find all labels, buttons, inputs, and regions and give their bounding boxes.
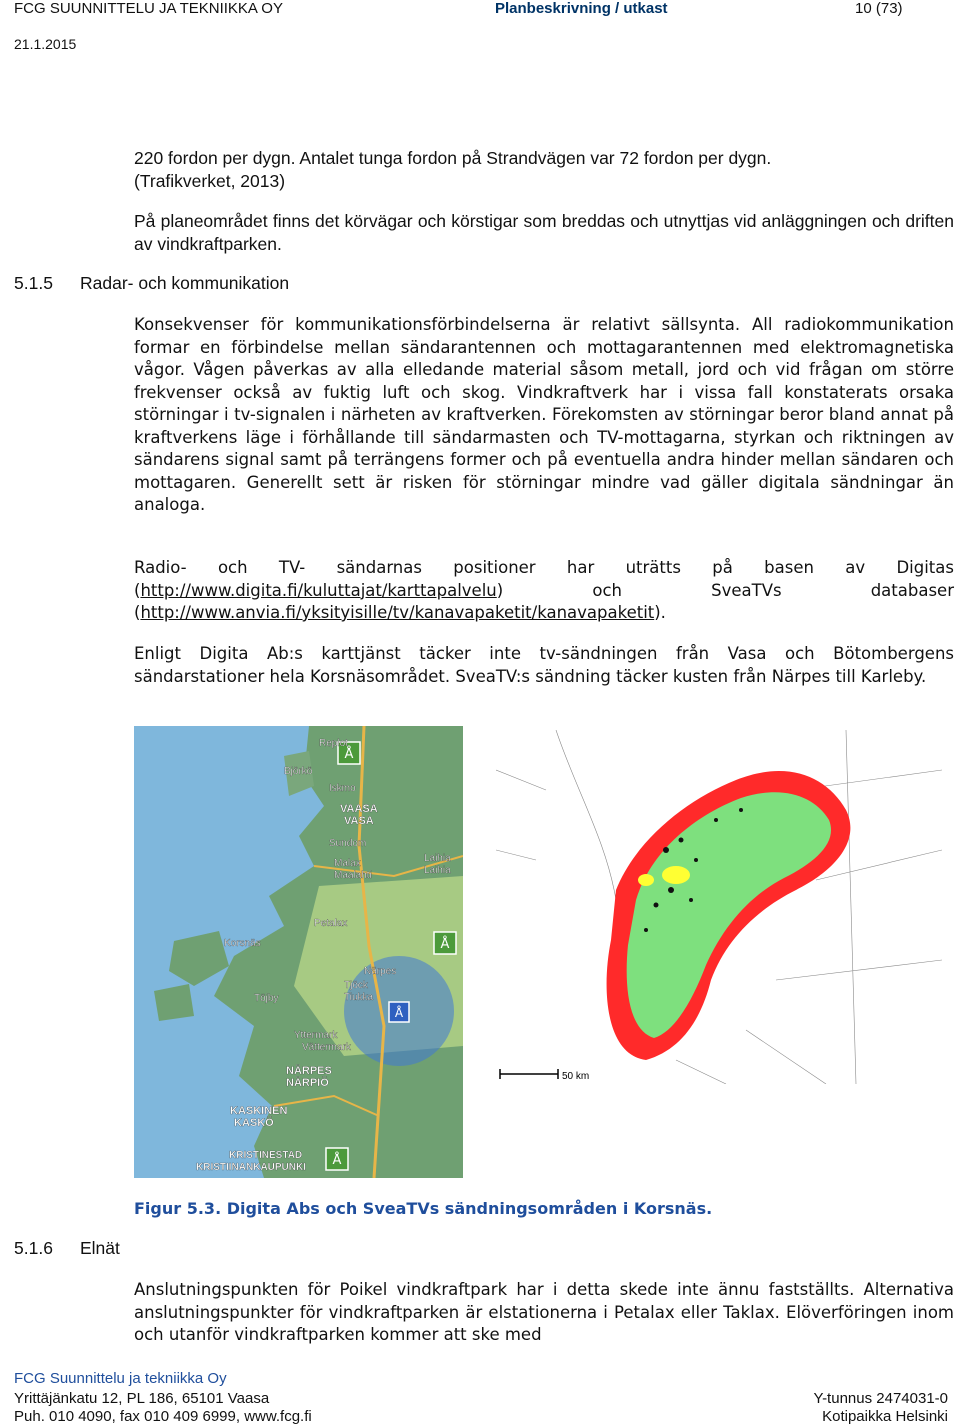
map-label: Vättermark <box>302 1042 351 1053</box>
section-title: Elnät <box>80 1238 120 1258</box>
footer-seat: Kotipaikka Helsinki <box>822 1408 948 1425</box>
paragraph-traffic <box>134 147 954 193</box>
map-label: Replot <box>319 738 348 749</box>
map-label: Malax <box>334 858 361 869</box>
paragraph-line: 220 fordon per dygn. Antalet tunga fordon på Strandvägen var 72 fordon per dygn. <box>134 148 772 168</box>
paragraph-line: (Trafikverket, 2013) <box>134 171 286 191</box>
paragraph-consequences: Konsekvenser för kommunikationsförbindelserna är relativt sällsynta. All radiokommunikation formar en förbindelse mellan sändarantennen och mottagarantennen med elektromagnetiska vågor. Vågen påverkas av alla elledande material såsom metall, jord och vid frågan om större frekvenser också av fuktig luft och skog. Vindkraftverk har i vissa fall konstaterats orsaka störningar i tv-signalen i närheten av kraftverken. Förekomsten av störningar beror bland annat på kraftverkens läge i förhållande till sändarmasten och TV-mottagarna, styrkan och riktningen av sändarens signal samt på terrängens former och på eventuella andra hinder mellan sändaren och mottagaren. Generellt sett är risken för störningar mindre vad gäller digitala sändningar än analoga. <box>134 315 954 514</box>
map-label: Korsnäs <box>224 938 261 949</box>
header-title: Planbeskrivning / utkast <box>495 0 668 17</box>
map-label: Tiukka <box>344 992 374 1003</box>
section-heading-radio <box>14 273 289 294</box>
paragraph-positions <box>134 557 954 625</box>
map-label: KRISTIINANKAUPUNKI <box>196 1162 306 1173</box>
transmitter-marker <box>326 1148 348 1170</box>
map-label: Yttermark <box>294 1030 338 1041</box>
map-label: Maalahti <box>334 870 372 881</box>
transmitter-marker <box>434 932 456 954</box>
map-label: Petalax <box>314 918 348 929</box>
map-label: Laihia <box>424 865 451 876</box>
map-label: Laihia <box>424 853 451 864</box>
map-label: Iskmo <box>329 783 356 794</box>
map-label: Sundom <box>329 838 367 849</box>
footer-business-id: Y-tunnus 2474031-0 <box>813 1390 948 1407</box>
map-label: Björkö <box>284 766 313 777</box>
map-label: NÄRPES <box>286 1065 332 1077</box>
text-fragment: Radio- och TV- sändarnas positioner har uträtts på basen av Digitas ( <box>134 558 954 600</box>
paragraph-grid: Anslutningspunkten för Poikel vindkraftpark har i detta skede inte ännu fastställts. Alternativa anslutningspunkter för vindkraftparken är elstationerna i Petalax eller Taklax. Elöverföringen inom och utanför vindkraftparken kommer att ske med <box>134 1280 954 1344</box>
map-label: Tjöck <box>344 980 368 991</box>
coverage-map-digita <box>134 726 463 1178</box>
map-label: Töjby <box>254 993 279 1004</box>
digita-link[interactable]: http://www.digita.fi/kuluttajat/karttapalvelu <box>140 580 497 600</box>
map-label: KRISTINESTAD <box>229 1150 303 1161</box>
svg-text:Å: Å <box>344 747 354 762</box>
section-number: 5.1.6 <box>14 1238 53 1258</box>
page-number: 10 (73) <box>855 0 903 17</box>
header-date: 21.1.2015 <box>14 36 77 52</box>
coverage-map-sveatv <box>496 730 942 1084</box>
section-heading-grid <box>14 1238 120 1259</box>
map-label: VAASA <box>340 803 378 815</box>
map-label: Närpes <box>364 966 397 977</box>
section-number: 5.1.5 <box>14 273 53 293</box>
svg-text:Å: Å <box>440 937 450 952</box>
figure-caption: Figur 5.3. Digita Abs och SveaTVs sändningsområden i Korsnäs. <box>134 1199 713 1218</box>
section-title: Radar- och kommunikation <box>80 273 290 293</box>
paragraph-roads: På planeområdet finns det körvägar och körstigar som breddas och utnyttjas vid anläggningen och driften av vindkraftparken. <box>134 211 954 254</box>
anvia-link[interactable]: http://www.anvia.fi/yksityisille/tv/kanavapaketit/kanavapaketit <box>140 603 655 622</box>
svg-text:Å: Å <box>332 1153 342 1168</box>
map-label: KASKINEN <box>230 1105 288 1117</box>
transmitter-marker <box>389 1002 409 1022</box>
header-company: FCG SUUNNITTELU JA TEKNIIKKA OY <box>14 0 283 17</box>
footer-address: Yrittäjänkatu 12, PL 186, 65101 Vaasa <box>14 1390 270 1407</box>
map-label: KASKÖ <box>234 1117 274 1129</box>
footer-contact: Puh. 010 4090, fax 010 409 6999, www.fcg.fi <box>14 1408 312 1425</box>
scale-label: 50 km <box>562 1071 590 1082</box>
footer-company: FCG Suunnittelu ja tekniikka Oy <box>14 1370 227 1387</box>
svg-text:Å: Å <box>394 1006 404 1020</box>
map-label: NÄRPIÖ <box>286 1077 329 1089</box>
text-fragment: ). <box>654 603 666 622</box>
map-label: VASA <box>344 815 374 827</box>
paragraph-coverage: Enligt Digita Ab:s karttjänst täcker inte tv-sändningen från Vasa och Bötombergens sändarstationer hela Korsnäsområdet. SveaTV:s sändning täcker kusten från Närpes till Karleby. <box>134 644 954 686</box>
text-fragment: ) och SveaTVs databaser ( <box>134 580 954 622</box>
